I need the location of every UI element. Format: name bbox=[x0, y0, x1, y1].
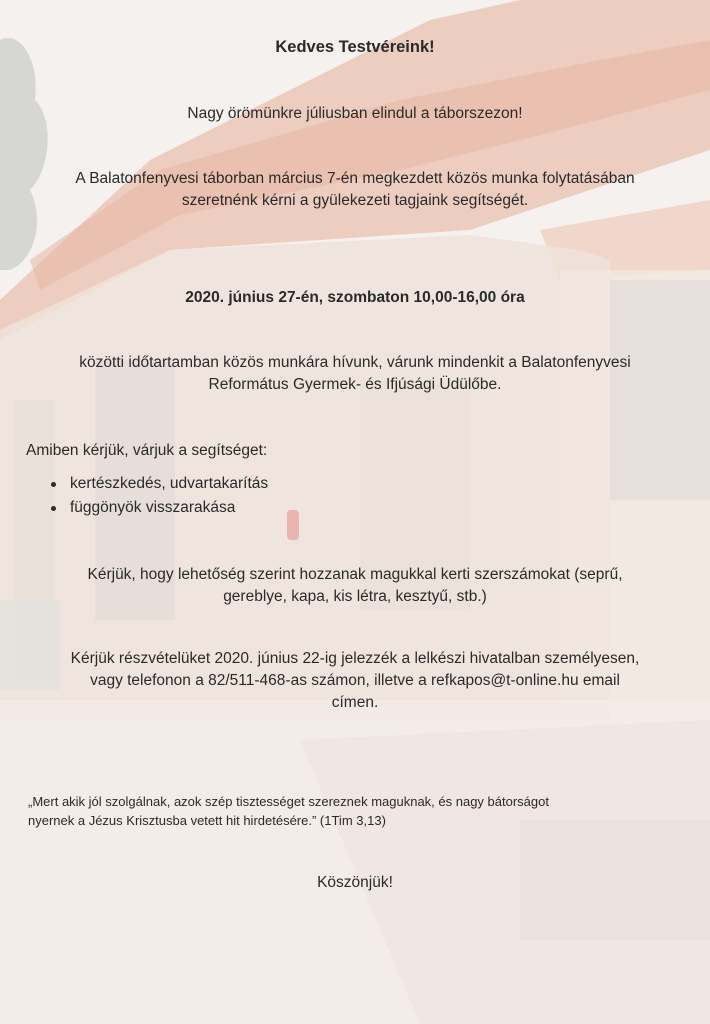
intro-text: Nagy örömünkre júliusban elindul a táborszezon! bbox=[187, 105, 523, 122]
paragraph1-line-2: szeretnénk kérni a gyülekezeti tagjaink segítségét. bbox=[181, 192, 529, 209]
help-intro: Amiben kérjük, várjuk a segítséget: bbox=[26, 442, 268, 459]
bible-quote-line-1: „Mert akik jól szolgálnak, azok szép tisztességet szereznek maguknak, és nagy bátorságot bbox=[28, 794, 549, 809]
list-item: függönyök visszarakása bbox=[50, 496, 268, 520]
registration-line-2: vagy telefonon a 82/511-468-as számon, illetve a refkapos@t-online.hu email bbox=[90, 672, 620, 689]
tools-request-line-2: gereblye, kapa, kis létra, kesztyű, stb.) bbox=[223, 588, 487, 605]
tools-request-line-1: Kérjük, hogy lehetőség szerint hozzanak magukkal kerti szerszámokat (seprű, bbox=[87, 566, 623, 583]
registration-line-3: címen. bbox=[331, 694, 379, 711]
paragraph2-line-1: közötti időtartamban közös munkára hívunk, várunk mindenkit a Balatonfenyvesi bbox=[79, 354, 631, 371]
help-list bbox=[50, 472, 268, 520]
registration-line-1: Kérjük részvételüket 2020. június 22-ig jelezzék a lelkészi hivatalban személyesen, bbox=[70, 650, 640, 667]
greeting-heading: Kedves Testvéreink! bbox=[275, 38, 435, 56]
event-date-time: 2020. június 27-én, szombaton 10,00-16,00 óra bbox=[185, 289, 525, 306]
bible-quote-line-2: nyernek a Jézus Krisztusba vetett hit hirdetésére.” (1Tim 3,13) bbox=[28, 813, 386, 828]
paragraph1-line-1: A Balatonfenyvesi táborban március 7-én megkezdett közös munka folytatásában bbox=[75, 170, 635, 187]
list-item: kertészkedés, udvartakarítás bbox=[50, 472, 268, 496]
closing-thanks: Köszönjük! bbox=[317, 874, 393, 891]
paragraph2-line-2: Református Gyermek- és Ifjúsági Üdülőbe. bbox=[208, 376, 502, 393]
